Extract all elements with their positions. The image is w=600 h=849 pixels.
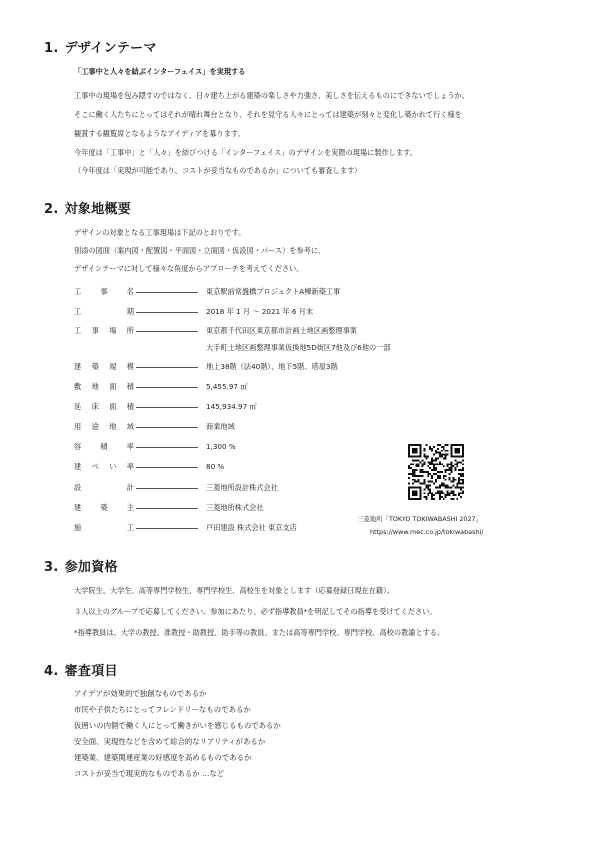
spec-value: 戸田建設 株式会社 東京支店: [206, 523, 297, 532]
spec-value: 145,934.97 ㎡: [206, 402, 257, 411]
spec-label: [74, 483, 134, 493]
spec-label: [74, 503, 134, 513]
spec-leader-line: [136, 312, 198, 313]
spec-label-char: 床: [91, 402, 99, 411]
section-1-line: 工事中の現場を包み隠すのではなく、日々建ち上がる建築の楽しさや力強さ、美しさを伝えるものにできないでしょうか。: [74, 91, 469, 100]
spec-leader-line: [136, 427, 198, 428]
criteria-list: [74, 686, 281, 782]
spec-label-char: 事: [91, 326, 99, 335]
spec-leader-line: [136, 387, 198, 388]
spec-label-char: 工: [74, 326, 82, 335]
section-1-heading: [44, 37, 157, 56]
spec-label-char: 名: [126, 287, 134, 296]
spec-value: 1,300 %: [206, 442, 236, 451]
qr-code-icon: [408, 444, 464, 500]
spec-label-char: 率: [126, 462, 134, 471]
qr-url: https://www.mec.co.jp/tokiwabashi/: [370, 528, 484, 536]
section-2-line: 別添の図面（案内図・配置図・平面図・立面図・仮設図・パース）を参考に、: [74, 246, 326, 255]
section-4-number: 4.: [44, 664, 59, 679]
criteria-item: 建築業、建築関連産業の好感度を高めるものであるか: [74, 753, 252, 762]
spec-label-char: 地: [91, 382, 99, 391]
criteria-item: 仮囲いの内側で働く人にとって働きがいを感じるものであるか: [74, 721, 281, 730]
spec-label-char: 場: [109, 326, 117, 335]
spec-value: 東京駅前常盤橋プロジェクトA棟新築工事: [206, 287, 341, 296]
spec-value: 三菱地所株式会社: [206, 503, 264, 512]
spec-label-char: 率: [126, 442, 134, 451]
section-3-line: *指導教員は、大学の教授、准教授・助教授、助手等の教員、または高等専門学校、専門学校、高校の教諭とする。: [74, 628, 445, 637]
section-2-title: 対象地概要: [64, 202, 132, 217]
spec-label-char: 建: [74, 362, 82, 371]
spec-label: [74, 362, 134, 372]
spec-label-char: 模: [126, 362, 134, 371]
section-4-title: 審査項目: [64, 664, 118, 679]
section-1-line: 今年度は「工事中」と「人々」を結びつける「インターフェイス」のデザインを実際の現場に製作します。: [74, 148, 417, 157]
spec-label-char: 域: [126, 422, 134, 431]
spec-label-char: 計: [126, 483, 134, 492]
spec-label: [74, 326, 134, 336]
section-1-line: （今年度は「実現が可能であり、コストが妥当なものであるか」についても審査します）: [74, 166, 362, 175]
spec-label-char: ぺ: [91, 462, 99, 471]
spec-label-char: 積: [100, 442, 108, 451]
spec-label-char: 設: [74, 483, 82, 492]
spec-label-char: 積: [126, 402, 134, 411]
criteria-item: アイデアが効果的で独創なものであるか: [74, 689, 207, 698]
spec-value: 5,455.97 ㎡: [206, 382, 248, 391]
section-3-line: 大学院生、大学生、高等専門学校生、専門学校生、高校生を対象とします（応募登録日現在在籍）。: [74, 586, 394, 595]
spec-label: [74, 422, 134, 432]
spec-value: 東京都千代田区東京都市計画土地区画整理事業: [206, 326, 357, 335]
spec-leader-line: [136, 331, 198, 332]
spec-label-char: 事: [100, 287, 108, 296]
spec-value: 三菱地所設計株式会社: [206, 483, 278, 492]
spec-label-char: 容: [74, 442, 82, 451]
section-2-line: デザインの対象となる工事現場は下記のとおりです。: [74, 228, 246, 237]
section-3-line: ３人以上のグループで応募してください。参加にあたり、必ず指導教員*を明記してその指導を受けてください。: [74, 607, 437, 616]
criteria-item: 安全面、実現性などを含めて総合的なリアリティがあるか: [74, 737, 266, 746]
spec-label-char: 主: [126, 503, 134, 512]
spec-label-char: 面: [109, 382, 117, 391]
section-1-line: 観賞する観覧席となるようなアイディアを募ります。: [74, 129, 245, 138]
spec-label-char: 規: [109, 362, 117, 371]
spec-label: [74, 287, 134, 297]
spec-label: [74, 523, 134, 533]
spec-label: [74, 402, 134, 412]
spec-value: 地上38階（法40階）、地下5階、塔屋3階: [206, 362, 338, 371]
spec-label: [74, 442, 134, 452]
spec-leader-line: [136, 447, 198, 448]
spec-label-char: 築: [100, 503, 108, 512]
section-1-title: デザインテーマ: [64, 41, 157, 56]
section-1-subtitle: 「工事中と人々を結ぶインターフェイス」を実現する: [74, 67, 246, 76]
spec-label-char: 延: [74, 402, 82, 411]
spec-label-char: 建: [74, 462, 82, 471]
spec-label-char: 積: [126, 382, 134, 391]
spec-label-char: 建: [74, 503, 82, 512]
spec-label-char: 施: [74, 523, 82, 532]
spec-leader-line: [136, 528, 198, 529]
criteria-item: コストが妥当で現実的なものであるか …など: [74, 769, 225, 778]
qr-caption: 三菱地所「TOKYO TOKIWABASHI 2027」: [357, 515, 483, 523]
spec-value: 大手町土地区画整理事業仮換地5D街区7他及び6他の一部: [206, 343, 391, 352]
spec-label-char: 工: [74, 307, 82, 316]
spec-label-char: 敷: [74, 382, 82, 391]
spec-value: 80 %: [206, 462, 225, 471]
spec-label: [74, 382, 134, 392]
spec-label-char: 地: [109, 422, 117, 431]
section-1-number: 1.: [44, 41, 59, 56]
spec-value: 商業地域: [206, 422, 235, 431]
spec-label-char: 面: [109, 402, 117, 411]
spec-label-char: 築: [91, 362, 99, 371]
section-3-number: 3.: [44, 560, 59, 575]
spec-label-char: 期: [126, 307, 134, 316]
spec-label-char: 所: [126, 326, 134, 335]
criteria-item: 市民や子供たちにとってフレンドリーなものであるか: [74, 705, 251, 714]
spec-label-char: 途: [91, 422, 99, 431]
spec-label-char: 工: [126, 523, 134, 532]
spec-leader-line: [136, 292, 198, 293]
section-1-line: そこに働く人たちにとってはそれが晴れ舞台となり、それを見守る人々にとっては建築が刻々と変化し築かれて行く様を: [74, 110, 462, 119]
spec-label-char: 工: [74, 287, 82, 296]
spec-leader-line: [136, 508, 198, 509]
spec-leader-line: [136, 407, 198, 408]
spec-label-char: い: [109, 462, 117, 471]
section-2-line: デザインテーマに対して様々な角度からアプローチを考えてください。: [74, 264, 304, 273]
spec-value: 2018 年 1 月 ～ 2021 年 6 月末: [206, 307, 314, 316]
spec-leader-line: [136, 488, 198, 489]
spec-label: [74, 462, 134, 472]
spec-label-char: 用: [74, 422, 82, 431]
spec-leader-line: [136, 367, 198, 368]
section-4-heading: [44, 660, 118, 679]
spec-label: [74, 307, 134, 317]
section-2-number: 2.: [44, 202, 59, 217]
section-3-heading: [44, 556, 118, 575]
spec-leader-line: [136, 467, 198, 468]
section-3-title: 参加資格: [64, 560, 118, 575]
section-2-heading: [44, 198, 131, 217]
